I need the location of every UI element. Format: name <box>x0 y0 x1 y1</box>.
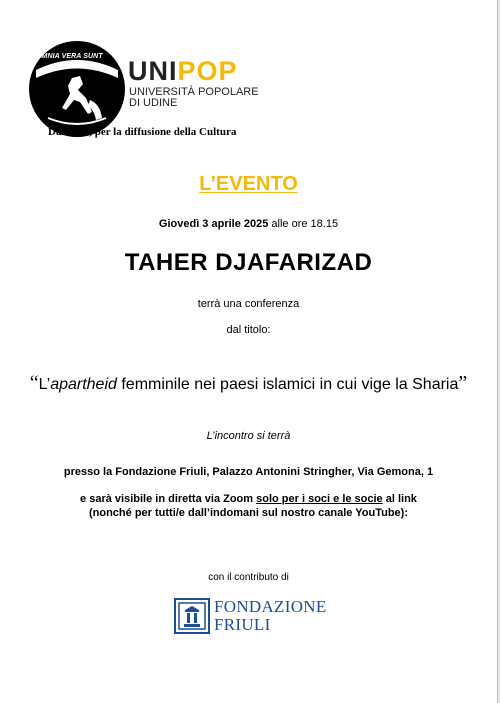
title-intro-line: dal titolo: <box>226 324 271 336</box>
brand-wordmark-uni: UNI <box>128 56 178 86</box>
event-date-day: Giovedì 3 aprile 2025 <box>158 218 269 230</box>
event-date-time: alle ore 18.15 <box>268 218 339 230</box>
conference-line: terrà una conferenza <box>197 298 300 310</box>
sponsor-name-line1: FONDAZIONE <box>214 597 327 616</box>
brand-subtitle-line1: UNIVERSITÀ POPOLARE <box>129 86 259 98</box>
title-rest: femminile nei paesi islamici in cui vige la Sharia <box>116 376 459 393</box>
brand-subtitle-line2: DI UDINE <box>129 97 178 109</box>
zoom-members-only: solo per i soci e le socie <box>256 493 383 505</box>
fondazione-friuli-logo-icon <box>174 598 210 634</box>
title-open-quote: “ <box>29 372 39 394</box>
brand-wordmark-pop: POP <box>177 56 238 86</box>
zoom-line <box>0 493 497 505</box>
brand-wordmark <box>128 56 238 87</box>
event-date <box>0 218 497 230</box>
conference-title <box>0 372 497 395</box>
venue-line: presso la Fondazione Friuli, Palazzo Antonini Stringher, Via Gemona, 1 <box>63 466 434 478</box>
event-heading-text: L’EVENTO <box>199 173 298 195</box>
title-close-quote: ” <box>458 372 468 394</box>
founded-note: Dal 1901, per la diffusione della Cultura <box>48 126 237 138</box>
brand-subtitle <box>129 87 259 109</box>
youtube-note: (nonché per tutti/e dall’indomani sul nostro canale YouTube): <box>88 507 409 519</box>
zoom-suffix: al link <box>382 493 417 505</box>
sponsor-name-line2: FRIULI <box>214 615 271 634</box>
title-italic-word: apartheid <box>50 376 117 393</box>
speaker-name: TAHER DJAFARIZAD <box>124 249 373 276</box>
title-prefix: L’ <box>38 376 51 393</box>
contribution-label: con il contributo di <box>208 572 289 583</box>
logo-motto: OMNIA VERA SUNT <box>36 53 103 60</box>
meeting-intro: L’incontro si terrà <box>206 430 291 442</box>
event-heading <box>0 173 497 196</box>
zoom-prefix: e sarà visibile in diretta via Zoom <box>80 493 257 505</box>
